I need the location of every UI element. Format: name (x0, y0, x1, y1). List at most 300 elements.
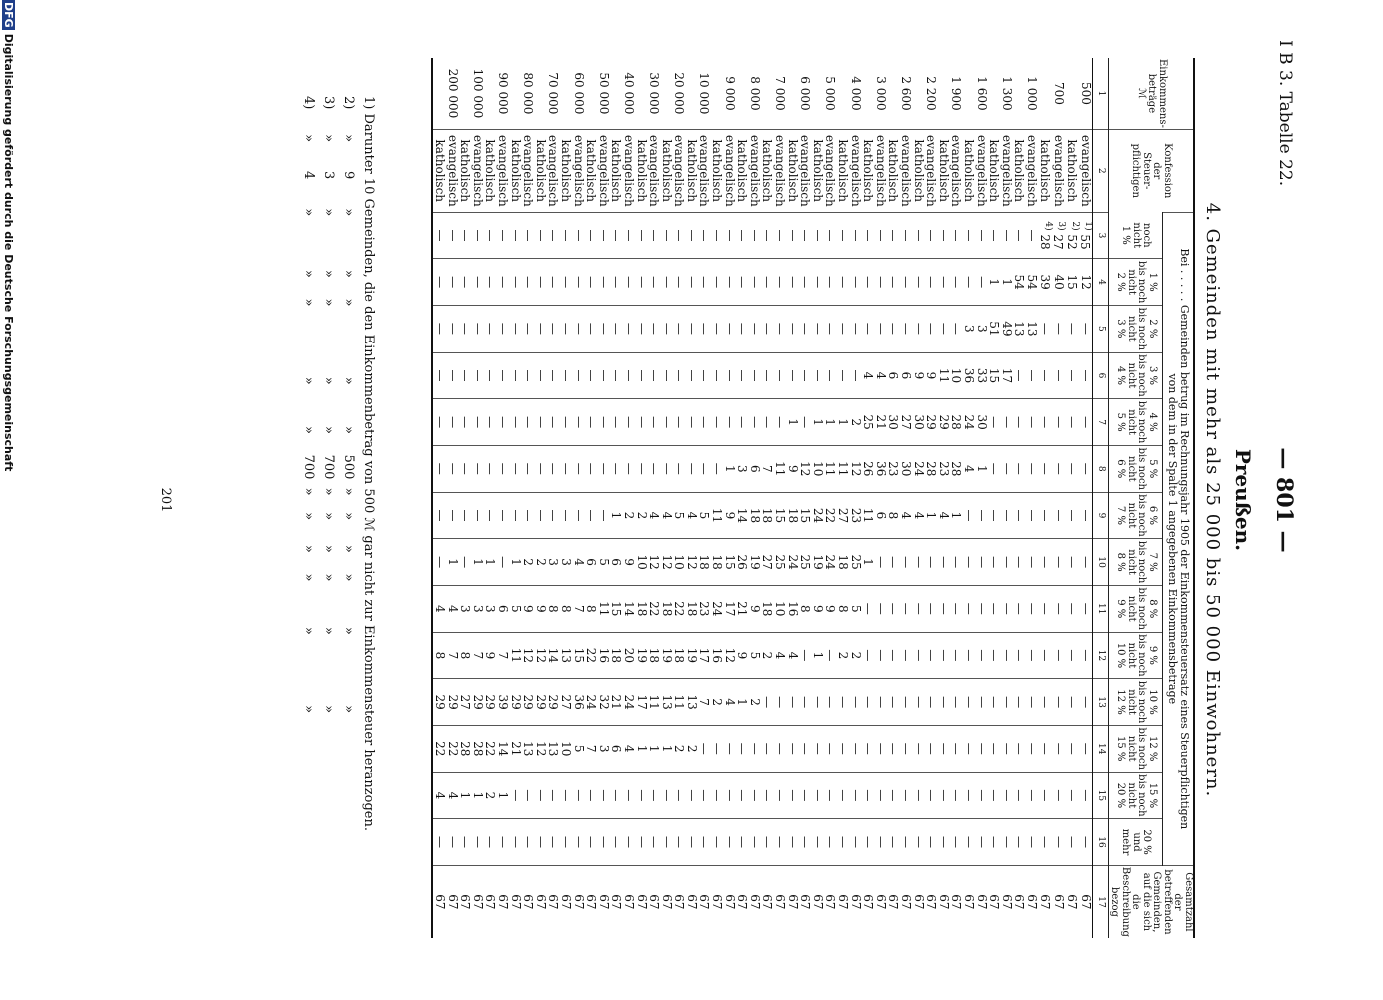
count-cell (496, 725, 509, 772)
count-cell (446, 772, 459, 819)
count-value: 28 (949, 414, 964, 430)
count-value: 24 (584, 694, 599, 710)
table-row (761, 58, 774, 938)
count-cell: — (899, 212, 912, 259)
count-value: 3 (546, 558, 561, 566)
count-cell: — (824, 679, 837, 726)
count-cell: — (836, 772, 849, 819)
income-amount: 100 000 (470, 68, 485, 119)
count-cell (622, 539, 635, 586)
count-cell: — (534, 212, 547, 259)
count-cell: — (547, 445, 560, 492)
count-value: 4 (445, 791, 460, 800)
count-cell (522, 585, 535, 632)
count-value: 4 (621, 744, 636, 753)
count-cell: — (975, 725, 988, 772)
count-cell (925, 352, 938, 399)
count-value: 9 (911, 371, 926, 380)
column-number: 5 (1093, 306, 1109, 353)
count-cell: — (484, 445, 497, 492)
count-cell: — (748, 725, 761, 772)
count-cell: — (1065, 445, 1079, 492)
count-cell (685, 632, 698, 679)
table-row (622, 58, 635, 938)
count-cell (685, 492, 698, 539)
count-value: 8 (546, 604, 561, 613)
count-cell: — (962, 259, 975, 306)
count-value: 12 (659, 554, 674, 570)
count-cell (849, 585, 862, 632)
count-value: 29 (470, 694, 485, 710)
table-row (773, 58, 786, 938)
count-cell (446, 632, 459, 679)
count-cell: — (887, 539, 900, 586)
count-cell: — (773, 679, 786, 726)
konfession: katholisch (1038, 129, 1052, 212)
count-cell: — (1025, 539, 1038, 586)
count-value: 18 (785, 507, 800, 524)
count-cell: — (862, 259, 875, 306)
count-cell (773, 445, 786, 492)
column-number: 15 (1093, 772, 1109, 819)
count-cell: — (824, 352, 837, 399)
count-cell: — (1038, 352, 1052, 399)
count-value: 5 (848, 604, 863, 613)
count-cell (432, 725, 446, 772)
count-cell (622, 585, 635, 632)
column-number: 14 (1093, 725, 1109, 772)
count-cell: — (748, 352, 761, 399)
count-cell: — (1038, 399, 1052, 446)
section-title: Preußen. (1231, 448, 1255, 552)
count-cell: — (1025, 399, 1038, 446)
total-count: 67 (836, 865, 849, 938)
count-cell (962, 306, 975, 353)
count-cell: — (723, 306, 736, 353)
table-row (471, 58, 484, 938)
count-cell: — (597, 399, 610, 446)
count-cell: — (950, 585, 963, 632)
count-value: 19 (810, 554, 825, 570)
count-cell (484, 772, 497, 819)
count-cell (597, 725, 610, 772)
count-cell: — (622, 445, 635, 492)
total-count: 67 (824, 865, 837, 938)
count-cell (509, 725, 522, 772)
count-cell: — (585, 445, 598, 492)
count-value: 12 (647, 554, 662, 570)
count-cell: — (660, 819, 673, 866)
header-bracket: 7 % bis noch nicht 8 % (1109, 539, 1163, 586)
count-cell: — (471, 445, 484, 492)
count-cell: — (648, 819, 661, 866)
count-cell (773, 632, 786, 679)
count-cell: — (748, 306, 761, 353)
count-value: 39 (1038, 274, 1053, 290)
count-cell: — (786, 259, 799, 306)
count-value: 23 (848, 507, 863, 524)
count-cell: — (975, 819, 988, 866)
count-cell: — (1025, 725, 1038, 772)
count-cell (811, 445, 824, 492)
count-cell: — (1038, 819, 1052, 866)
count-cell (748, 679, 761, 726)
count-cell: — (522, 399, 535, 446)
count-cell (937, 492, 950, 539)
count-cell: — (711, 399, 724, 446)
count-cell: — (723, 399, 736, 446)
count-cell (799, 445, 812, 492)
konfession: evangelisch (748, 129, 761, 212)
count-value: 40 (1051, 274, 1066, 290)
count-cell (836, 632, 849, 679)
count-value: 8 (458, 651, 473, 660)
count-cell: — (899, 539, 912, 586)
count-value: 18 (672, 647, 687, 664)
count-cell: — (446, 445, 459, 492)
count-value: 21 (873, 414, 888, 430)
count-cell: — (1013, 445, 1026, 492)
count-cell (874, 445, 887, 492)
income-amount (1038, 58, 1052, 129)
konfession: katholisch (786, 129, 799, 212)
count-cell (660, 679, 673, 726)
income-amount: 2 200 (924, 76, 939, 111)
count-cell (811, 539, 824, 586)
count-cell (597, 539, 610, 586)
total-count: 67 (1052, 865, 1066, 938)
count-value: 1 (496, 791, 510, 800)
count-cell (673, 539, 686, 586)
income-amount: 90 000 (496, 72, 510, 115)
count-cell (698, 539, 711, 586)
count-cell (534, 679, 547, 726)
count-cell: — (862, 772, 875, 819)
count-cell: — (509, 306, 522, 353)
total-count: 67 (988, 865, 1001, 938)
count-value: 4 (961, 464, 976, 473)
count-cell (836, 399, 849, 446)
count-value: 10 (558, 741, 573, 757)
count-cell: — (660, 212, 673, 259)
count-value: 4 (861, 371, 876, 380)
table-row (534, 58, 547, 938)
count-value: 18 (659, 601, 674, 617)
count-value: 22 (647, 601, 662, 617)
konfession: evangelisch (975, 129, 988, 212)
count-cell (635, 492, 648, 539)
count-cell: — (1079, 399, 1093, 446)
count-cell: — (1000, 212, 1013, 259)
count-value: 3 (961, 325, 976, 333)
count-value: 12 (533, 647, 548, 664)
footnote-2: 2) » 9 » » » » » 500 » » » » » » (340, 96, 356, 714)
count-cell: — (1013, 539, 1026, 586)
count-cell: — (811, 725, 824, 772)
count-cell (711, 585, 724, 632)
table-row (849, 58, 862, 938)
count-cell: — (736, 725, 749, 772)
total-count: 67 (446, 865, 459, 938)
header-bracket: 12 % bis noch nicht 15 % (1109, 725, 1163, 772)
count-cell: — (622, 399, 635, 446)
count-value: 16 (596, 647, 611, 664)
count-cell: — (559, 399, 572, 446)
total-count: 67 (761, 865, 774, 938)
count-cell (459, 725, 472, 772)
count-cell: — (836, 352, 849, 399)
konfession: evangelisch (824, 129, 837, 212)
count-value: 4 (785, 651, 800, 660)
count-cell: — (698, 212, 711, 259)
count-cell (509, 632, 522, 679)
count-cell: — (1025, 679, 1038, 726)
count-cell: — (899, 585, 912, 632)
count-value: 39 (496, 694, 510, 710)
count-cell: — (988, 585, 1001, 632)
count-cell (748, 539, 761, 586)
count-value: 1 (810, 418, 825, 426)
count-cell (748, 445, 761, 492)
count-value: 3 (558, 558, 573, 566)
count-cell: — (1000, 725, 1013, 772)
total-count: 67 (937, 865, 950, 938)
column-number: 6 (1093, 352, 1109, 399)
count-cell (432, 585, 446, 632)
count-cell: — (484, 492, 497, 539)
count-cell: — (824, 306, 837, 353)
count-cell (761, 585, 774, 632)
count-cell: — (925, 585, 938, 632)
count-value: 1 (445, 558, 460, 566)
count-cell (585, 725, 598, 772)
count-cell (522, 725, 535, 772)
income-amount (761, 58, 774, 129)
count-cell: — (723, 352, 736, 399)
total-count: 67 (811, 865, 824, 938)
count-value: 15 (609, 601, 624, 617)
count-value: 3 (470, 604, 485, 613)
count-cell: — (761, 725, 774, 772)
count-value: 4 (445, 604, 460, 613)
count-cell: — (899, 306, 912, 353)
count-cell: — (711, 772, 724, 819)
column-number-row (1093, 58, 1109, 938)
count-cell: — (988, 679, 1001, 726)
count-value: 21 (735, 601, 750, 617)
count-cell: — (773, 259, 786, 306)
count-value: 5 (596, 558, 611, 566)
income-amount: 70 000 (546, 72, 561, 115)
count-cell (761, 632, 774, 679)
count-cell: — (446, 259, 459, 306)
count-cell (1065, 212, 1079, 259)
income-amount (786, 58, 799, 129)
header-bracket: 6 % bis noch nicht 7 % (1109, 492, 1163, 539)
count-value: 23 (886, 461, 901, 477)
count-cell (736, 445, 749, 492)
table-row (1000, 58, 1013, 938)
count-cell (824, 539, 837, 586)
count-cell: — (660, 306, 673, 353)
table-row (496, 58, 509, 938)
count-cell: — (988, 445, 1001, 492)
table-row (925, 58, 938, 938)
konfession: evangelisch (849, 129, 862, 212)
count-value: 1 (836, 418, 851, 426)
count-cell: — (572, 352, 585, 399)
count-value: 25 (798, 554, 813, 570)
table-row (723, 58, 736, 938)
count-cell (660, 632, 673, 679)
count-cell: — (1065, 399, 1079, 446)
count-cell: — (522, 445, 535, 492)
count-cell: — (622, 819, 635, 866)
count-cell: — (1038, 632, 1052, 679)
footnote-1: 1) Darunter 10 Gemeinden, die den Einkommenbetrag von 500 ℳ gar nicht zur Einkommensteuer heranzogen. (361, 96, 376, 831)
count-cell (698, 632, 711, 679)
count-cell: — (585, 352, 598, 399)
count-cell: — (432, 819, 446, 866)
count-cell: — (559, 259, 572, 306)
income-amount (585, 58, 598, 129)
count-cell (824, 445, 837, 492)
count-cell: — (799, 725, 812, 772)
count-cell: — (622, 306, 635, 353)
income-amount (1065, 58, 1079, 129)
count-value: 18 (609, 647, 624, 664)
count-value: 4 (936, 511, 951, 520)
count-value: 20 (621, 647, 636, 664)
count-cell: — (471, 352, 484, 399)
count-cell (761, 492, 774, 539)
konfession: katholisch (937, 129, 950, 212)
footnote-marker: 3) (1056, 221, 1067, 231)
income-amount (736, 58, 749, 129)
count-value: 15 (571, 647, 586, 664)
count-value: 22 (672, 601, 687, 617)
income-amount (484, 58, 497, 129)
count-value: 1 (483, 558, 498, 566)
table-row (912, 58, 925, 938)
income-amount: 10 000 (697, 72, 712, 115)
count-cell: — (736, 772, 749, 819)
count-cell (635, 539, 648, 586)
count-cell: — (988, 492, 1001, 539)
count-value: 10 (810, 461, 825, 477)
column-number: 10 (1093, 539, 1109, 586)
count-cell: — (937, 632, 950, 679)
count-value: 29 (483, 694, 498, 710)
total-count: 67 (496, 865, 509, 938)
count-cell: — (950, 725, 963, 772)
count-cell (950, 492, 963, 539)
count-cell (585, 679, 598, 726)
count-cell (1000, 259, 1013, 306)
table-row (711, 58, 724, 938)
count-cell (459, 679, 472, 726)
count-cell: — (975, 212, 988, 259)
count-cell: — (925, 679, 938, 726)
count-value: 27 (899, 414, 913, 430)
count-cell: — (1065, 539, 1079, 586)
count-cell (471, 539, 484, 586)
count-cell: — (534, 445, 547, 492)
count-cell: — (925, 306, 938, 353)
total-count: 67 (610, 865, 623, 938)
table-row (673, 58, 686, 938)
count-cell: — (723, 819, 736, 866)
count-value: 8 (558, 604, 573, 613)
count-value: 4 (571, 558, 586, 566)
count-value: 15 (987, 367, 1002, 384)
count-cell (1038, 212, 1052, 259)
count-cell: — (559, 772, 572, 819)
count-cell: — (648, 259, 661, 306)
count-cell: — (559, 819, 572, 866)
count-value: 11 (773, 461, 788, 477)
konfession: katholisch (585, 129, 598, 212)
count-cell (610, 632, 623, 679)
count-cell (585, 585, 598, 632)
count-cell (899, 352, 912, 399)
count-cell (660, 725, 673, 772)
count-cell (1038, 259, 1052, 306)
count-value: 1 (785, 418, 800, 426)
count-value: 13 (558, 647, 573, 664)
total-count: 67 (799, 865, 812, 938)
count-cell: — (572, 819, 585, 866)
count-cell: — (1065, 725, 1079, 772)
count-cell: — (685, 306, 698, 353)
count-cell: — (849, 819, 862, 866)
income-amount (937, 58, 950, 129)
count-cell (723, 632, 736, 679)
income-amount (811, 58, 824, 129)
count-cell (559, 632, 572, 679)
count-cell: — (912, 679, 925, 726)
count-cell: — (610, 212, 623, 259)
count-value: 28 (1037, 234, 1052, 250)
count-cell: — (610, 772, 623, 819)
count-value: 28 (470, 741, 485, 757)
count-cell: — (572, 259, 585, 306)
count-cell (534, 632, 547, 679)
count-cell (698, 585, 711, 632)
count-value: 9 (735, 651, 750, 660)
count-value: 15 (1065, 274, 1080, 290)
count-cell (811, 632, 824, 679)
count-cell (799, 585, 812, 632)
count-cell: — (547, 259, 560, 306)
count-cell: — (1052, 772, 1066, 819)
count-value: 1 (659, 744, 674, 753)
count-cell (937, 399, 950, 446)
count-cell (887, 445, 900, 492)
count-value: 1 (974, 464, 989, 473)
count-value: 29 (521, 694, 536, 710)
count-cell: — (432, 445, 446, 492)
count-cell: — (635, 772, 648, 819)
count-cell: — (1052, 539, 1066, 586)
count-value: 29 (445, 694, 460, 710)
count-cell (484, 539, 497, 586)
count-cell: — (925, 819, 938, 866)
count-cell: — (660, 445, 673, 492)
total-count: 67 (862, 865, 875, 938)
count-cell: — (509, 399, 522, 446)
konfession: evangelisch (925, 129, 938, 212)
